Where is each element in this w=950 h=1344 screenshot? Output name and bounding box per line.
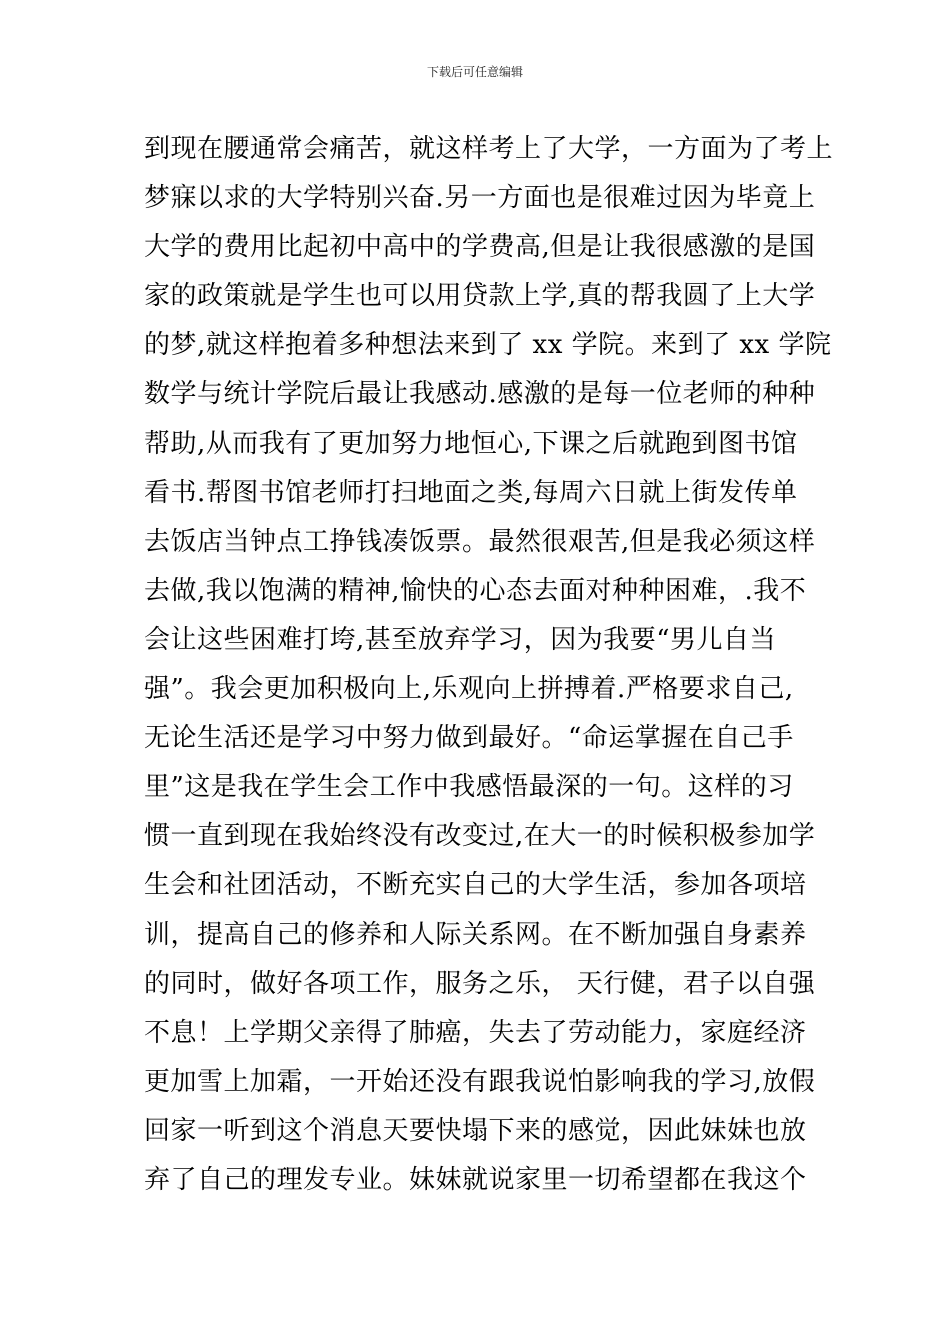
text-line: 无论生活还是学习中努力做到最好。“命运掌握在自己手 bbox=[144, 723, 794, 754]
text-line: 生会和社团活动，不断充实自己的大学生活，参加各项培 bbox=[144, 870, 807, 901]
text-line: 更加雪上加霜，一开始还没有跟我说怕影响我的学习,放假 bbox=[144, 1066, 816, 1097]
text-line: 去饭店当钟点工挣钱凑饭票。最然很艰苦,但是我必须这样 bbox=[144, 526, 816, 557]
text-line: 惯一直到现在我始终没有改变过,在大一的时候积极参加学 bbox=[144, 821, 816, 852]
text-line: 的同时，做好各项工作，服务之乐， 天行健，君子以自强 bbox=[144, 968, 816, 999]
text-line: 帮助,从而我有了更加努力地恒心,下课之后就跑到图书馆 bbox=[144, 428, 798, 459]
text-line: 弃了自己的理发专业。妹妹就说家里一切希望都在我这个 bbox=[144, 1164, 807, 1195]
text-line: 里”这是我在学生会工作中我感悟最深的一句。这样的习 bbox=[144, 772, 794, 803]
text-line: 去做,我以饱满的精神,愉快的心态去面对种种困难，.我不 bbox=[144, 575, 807, 606]
body-text bbox=[144, 125, 834, 1205]
page-header: 下载后可任意编辑 bbox=[426, 65, 523, 79]
text-line: 的梦,就这样抱着多种想法来到了 xx 学院。来到了 xx 学院 bbox=[144, 330, 832, 361]
text-line: 数学与统计学院后最让我感动.感激的是每一位老师的种种 bbox=[144, 379, 816, 410]
text-line: 看书.帮图书馆老师打扫地面之类,每周六日就上街发传单 bbox=[144, 477, 798, 508]
text-line: 不息！上学期父亲得了肺癌，失去了劳动能力，家庭经济 bbox=[144, 1017, 807, 1048]
text-line: 大学的费用比起初中高中的学费高,但是让我很感激的是国 bbox=[144, 232, 816, 263]
text-line: 家的政策就是学生也可以用贷款上学,真的帮我圆了上大学 bbox=[144, 281, 816, 312]
text-line: 强”。我会更加积极向上,乐观向上拼搏着.严格要求自己, bbox=[144, 674, 794, 705]
text-line: 训，提高自己的修养和人际关系网。在不断加强自身素养 bbox=[144, 919, 807, 950]
text-line: 会让这些困难打垮,甚至放弃学习，因为我要“男儿自当 bbox=[144, 624, 777, 655]
text-line: 回家一听到这个消息天要快塌下来的感觉，因此妹妹也放 bbox=[144, 1115, 807, 1146]
text-line: 到现在腰通常会痛苦，就这样考上了大学，一方面为了考上 bbox=[144, 134, 834, 164]
text-line: 梦寐以求的大学特别兴奋.另一方面也是很难过因为毕竟上 bbox=[144, 183, 816, 214]
